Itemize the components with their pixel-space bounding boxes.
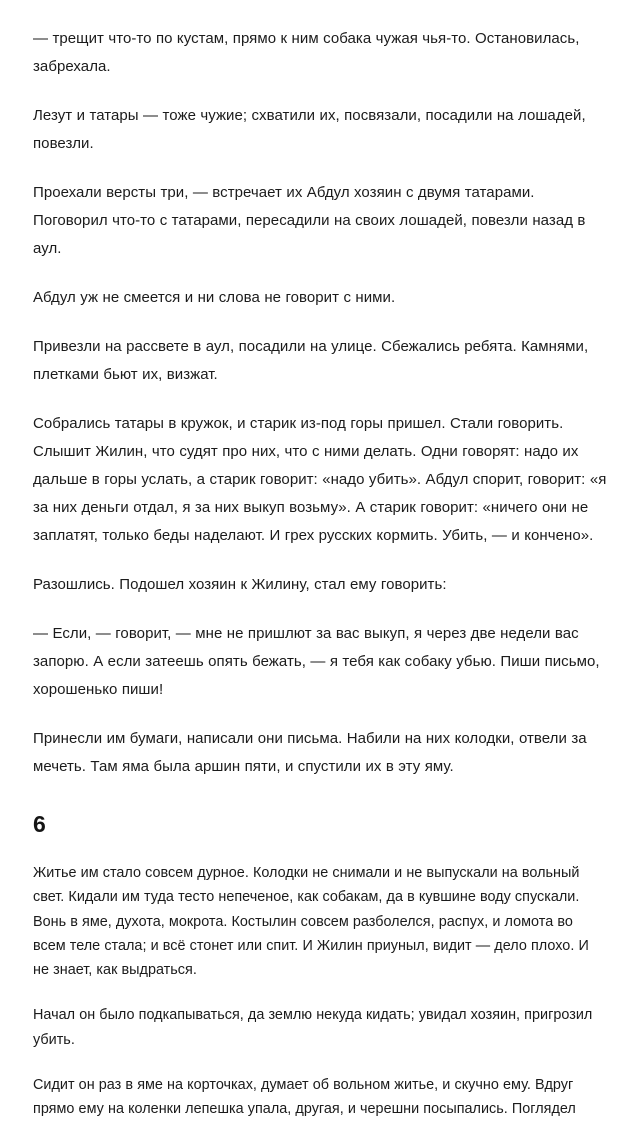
paragraph: Лезут и татары — тоже чужие; схватили их, посвязали, посадили на лошадей, повезли.	[33, 107, 586, 152]
paragraph: Начал он было подкапываться, да землю некуда кидать; увидал хозяин, пригрозил убить.	[33, 1007, 593, 1048]
paragraph: Житье им стало совсем дурное. Колодки не снимали и не выпускали на вольный свет. Кидали им туда тесто непеченое, как собакам, да в кувшине воду спускали. Вонь в яме, духота, мокрота. Костылин совсем разболелся, распух, и ломота во всем теле стала; и всё стонет или спит. И Жилин приуныл, видит — дело плохо. И не знает, как выдраться.	[33, 865, 589, 979]
paragraph: Проехали версты три, — встречает их Абдул хозяин с двумя татарами. Поговорил что-то с татарами, пересадили на своих лошадей, повезли назад в аул.	[33, 184, 586, 257]
paragraph: — трещит что-то по кустам, прямо к ним собака чужая чья-то. Остановилась, забрехала.	[33, 30, 580, 75]
paragraph: Разошлись. Подошел хозяин к Жилину, стал ему говорить:	[33, 576, 447, 593]
chapter-heading: 6	[33, 811, 46, 837]
paragraph: Привезли на рассвете в аул, посадили на улице. Сбежались ребята. Камнями, плетками бьют их, визжат.	[33, 338, 589, 383]
text-section-upper	[33, 25, 607, 781]
paragraph: Сидит он раз в яме на корточках, думает об вольном житье, и скучно ему. Вдруг прямо ему на коленки лепешка упала, другая, и черешни посыпались. Поглядел	[33, 1077, 576, 1118]
paragraph: Абдул уж не смеется и ни слова не говорит с ними.	[33, 289, 396, 306]
paragraph: Собрались татары в кружок, и старик из-под горы пришел. Стали говорить. Слышит Жилин, что судят про них, что с ними делать. Одни говорят: надо их дальше в горы услать, а старик говорит: «надо убить». Абдул спорит, говорит: «я за них деньги отдал, я за них выкуп возьму». А старик говорит: «ничего они не заплатят, только беды наделают. И грех русских кормить. Убить, — и кончено».	[33, 415, 607, 544]
text-section-lower	[33, 861, 607, 1122]
paragraph: Принесли им бумаги, написали они письма. Набили на них колодки, отвели за мечеть. Там яма была аршин пяти, и спустили их в эту яму.	[33, 730, 587, 775]
paragraph: — Если, — говорит, — мне не пришлют за вас выкуп, я через две недели вас запорю. А если затеешь опять бежать, — я тебя как собаку убью. Пиши письмо, хорошенько пиши!	[33, 625, 600, 698]
